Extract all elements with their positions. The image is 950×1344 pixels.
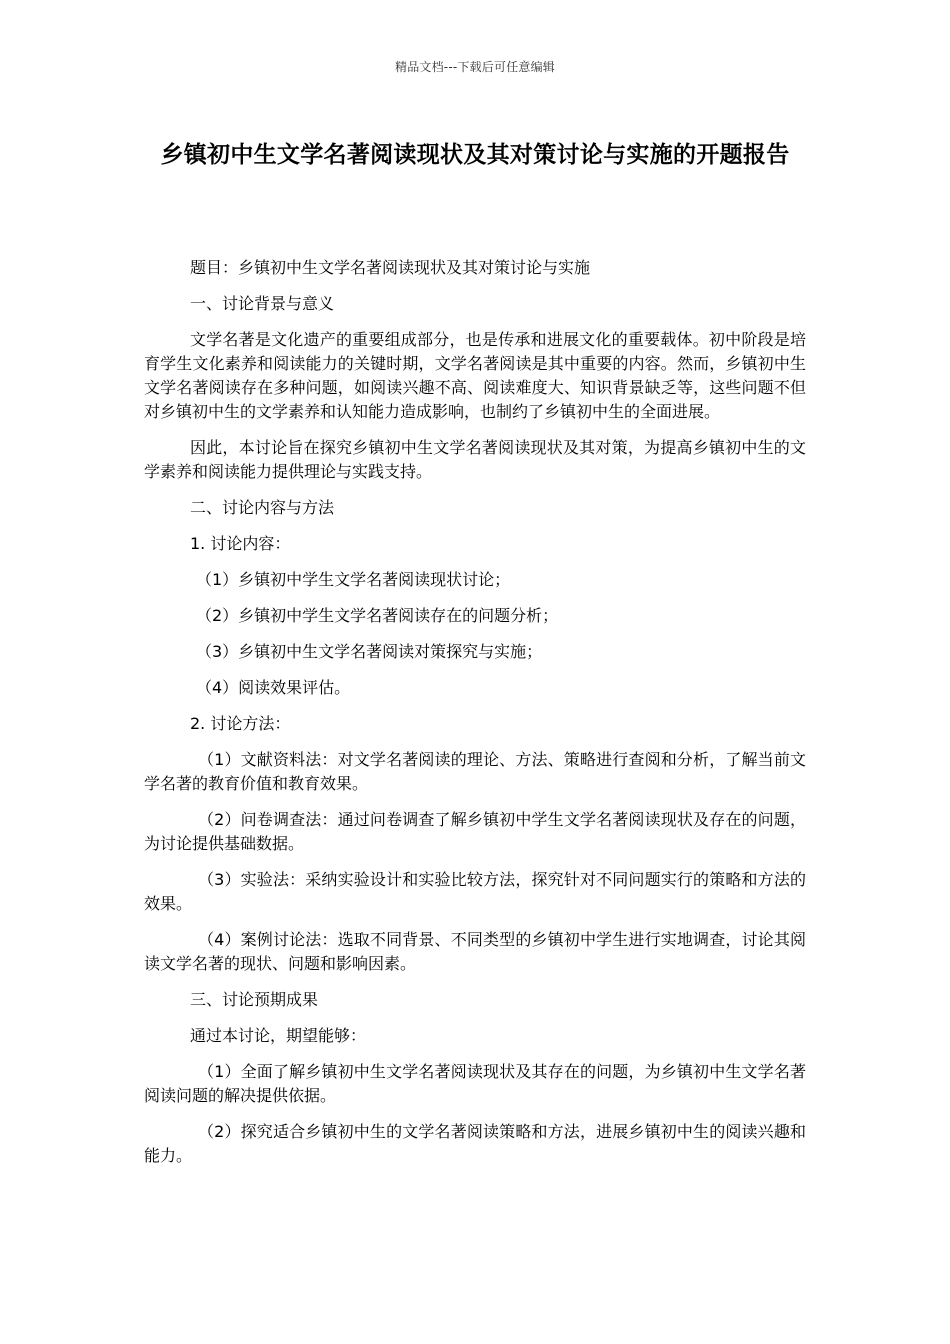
- content-item-3: （3）乡镇初中生文学名著阅读对策探究与实施；: [196, 642, 543, 661]
- section-heading-content-method: 二、讨论内容与方法: [190, 498, 335, 517]
- outcome-item-1: （1）全面了解乡镇初中生文学名著阅读现状及其存在的问题，为乡镇初中生文学名著阅读问题的解决提供依据。: [144, 1062, 806, 1105]
- section-heading-outcomes: 三、讨论预期成果: [190, 990, 319, 1009]
- paragraph-purpose: 因此，本讨论旨在探究乡镇初中生文学名著阅读现状及其对策，为提高乡镇初中生的文学素养和阅读能力提供理论与实践支持。: [144, 438, 806, 481]
- outcomes-intro: 通过本讨论，期望能够：: [190, 1026, 367, 1045]
- subheading-method: 2. 讨论方法：: [190, 714, 291, 733]
- document-body: [144, 256, 806, 1180]
- subheading-content: 1. 讨论内容：: [190, 534, 291, 553]
- topic-line: 题目：乡镇初中生文学名著阅读现状及其对策讨论与实施: [190, 258, 591, 277]
- method-item-2: （2）问卷调查法：通过问卷调查了解乡镇初中学生文学名著阅读现状及存在的问题，为讨论提供基础数据。: [144, 810, 806, 853]
- method-item-4: （4）案例讨论法：选取不同背景、不同类型的乡镇初中学生进行实地调查，讨论其阅读文学名著的现状、问题和影响因素。: [144, 930, 806, 973]
- paragraph-background: 文学名著是文化遗产的重要组成部分，也是传承和进展文化的重要载体。初中阶段是培育学生文化素养和阅读能力的关键时期，文学名著阅读是其中重要的内容。然而，乡镇初中生文学名著阅读存在多种问题，如阅读兴趣不高、阅读难度大、知识背景缺乏等，这些问题不但对乡镇初中生的文学素养和认知能力造成影响，也制约了乡镇初中生的全面进展。: [144, 330, 806, 421]
- method-item-1: （1）文献资料法：对文学名著阅读的理论、方法、策略进行查阅和分析，了解当前文学名著的教育价值和教育效果。: [144, 750, 806, 793]
- content-item-2: （2）乡镇初中学生文学名著阅读存在的问题分析；: [196, 606, 559, 625]
- content-item-4: （4）阅读效果评估。: [196, 678, 351, 697]
- content-item-1: （1）乡镇初中学生文学名著阅读现状讨论；: [196, 570, 511, 589]
- outcome-item-2: （2）探究适合乡镇初中生的文学名著阅读策略和方法，进展乡镇初中生的阅读兴趣和能力。: [144, 1122, 806, 1165]
- method-item-3: （3）实验法：采纳实验设计和实验比较方法，探究针对不同问题实行的策略和方法的效果。: [144, 870, 806, 913]
- page-title: 乡镇初中生文学名著阅读现状及其对策讨论与实施的开题报告: [160, 142, 790, 168]
- header-note: 精品文档---下载后可任意编辑: [395, 60, 555, 74]
- section-heading-background: 一、讨论背景与意义: [190, 294, 335, 313]
